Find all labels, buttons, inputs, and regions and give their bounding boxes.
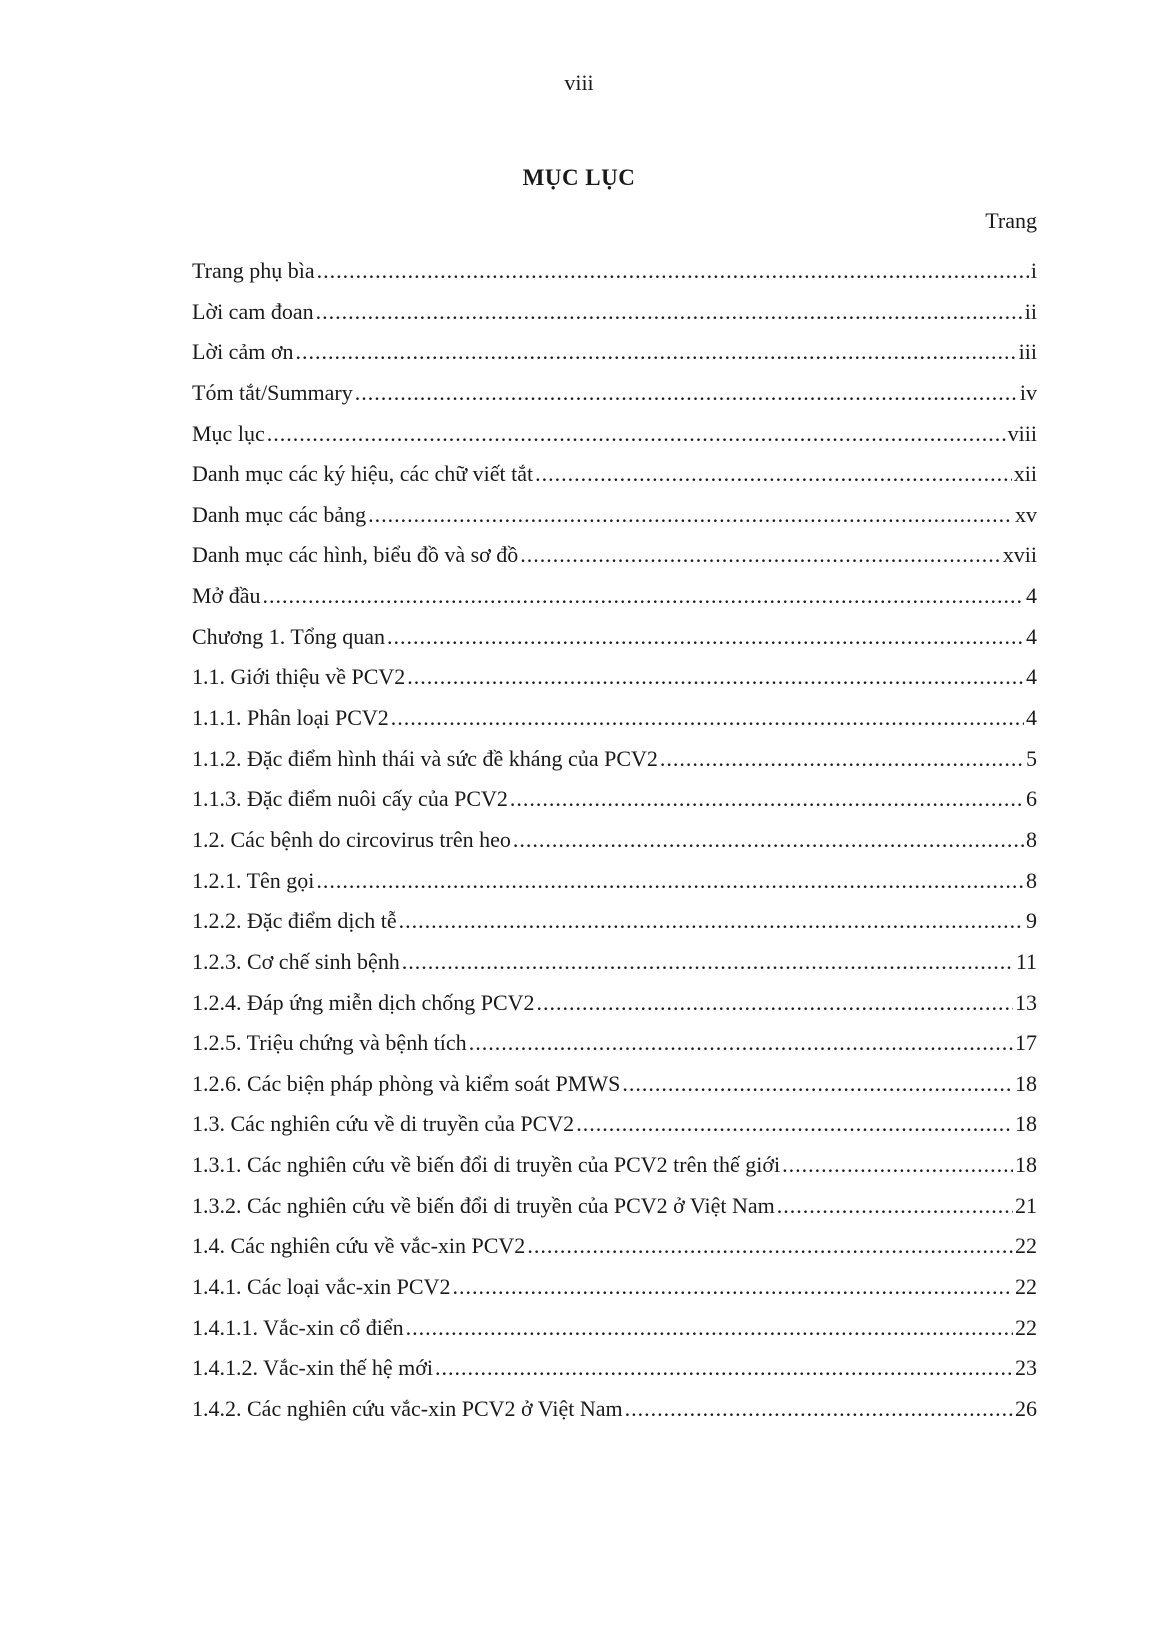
toc-dot-leader (452, 1275, 1013, 1299)
toc-entry[interactable] (192, 1112, 1037, 1153)
toc-dot-leader (510, 787, 1024, 811)
toc-entry-label: Danh mục các bảng (192, 501, 367, 527)
toc-dot-leader (399, 909, 1024, 933)
toc-dot-leader (527, 1234, 1013, 1258)
toc-dot-leader (576, 1112, 1013, 1136)
toc-dot-leader (622, 1072, 1013, 1096)
toc-entry-label: Trang phụ bìa (192, 258, 315, 283)
toc-dot-leader (469, 1031, 1013, 1055)
toc-dot-leader (391, 706, 1024, 730)
toc-entry[interactable] (192, 1397, 1037, 1438)
toc-entry-page: 6 (1026, 786, 1037, 812)
toc-entry[interactable] (192, 991, 1037, 1032)
toc-entry[interactable] (192, 381, 1037, 422)
toc-entry[interactable] (192, 543, 1037, 584)
toc-entry-page: 23 (1015, 1355, 1037, 1381)
toc-entry-label: Lời cam đoan (192, 298, 314, 324)
toc-entry-label: 1.4. Các nghiên cứu về vắc-xin PCV2 (192, 1233, 526, 1259)
toc-entry[interactable] (192, 422, 1037, 463)
toc-entry-label: Danh mục các hình, biểu đồ và sơ đồ (192, 542, 519, 568)
toc-dot-leader (295, 340, 1016, 364)
toc-entry-label: 1.1. Giới thiệu về PCV2 (192, 664, 406, 690)
toc-dot-leader (317, 259, 1029, 283)
toc-entry-page: 18 (1015, 1070, 1037, 1096)
toc-entry-page: 13 (1015, 989, 1037, 1015)
toc-entry[interactable] (192, 747, 1037, 788)
toc-entry[interactable] (192, 340, 1037, 381)
toc-entry-label: Danh mục các ký hiệu, các chữ viết tắt (192, 461, 534, 487)
toc-entry-page: iv (1019, 379, 1037, 405)
toc-entry-label: 1.3.2. Các nghiên cứu về biến đổi di truyền của PCV2 ở Việt Nam (192, 1192, 775, 1218)
toc-dot-leader (267, 422, 1006, 446)
toc-entry-label: 1.4.1.1. Vắc-xin cổ điển (192, 1314, 404, 1340)
toc-title: MỤC LỤC (522, 165, 636, 190)
toc-entry-page: 26 (1015, 1395, 1037, 1421)
toc-dot-leader (355, 381, 1018, 405)
toc-entry-label: 1.4.2. Các nghiên cứu vắc-xin PCV2 ở Việt Nam (192, 1395, 623, 1421)
toc-entry-page: 4 (1026, 664, 1037, 690)
toc-entry-label: 1.2.1. Tên gọi (192, 867, 315, 893)
toc-entry[interactable] (192, 787, 1037, 828)
toc-dot-leader (262, 584, 1024, 608)
toc-dot-leader (387, 625, 1024, 649)
toc-dot-leader (625, 1397, 1013, 1421)
toc-entry[interactable] (192, 1194, 1037, 1235)
toc-entry[interactable] (192, 1072, 1037, 1113)
toc-entry[interactable] (192, 665, 1037, 706)
toc-entry-page: 18 (1015, 1111, 1037, 1137)
toc-dot-leader (520, 543, 1000, 567)
toc-entry[interactable] (192, 259, 1037, 300)
toc-entry-page: 4 (1026, 583, 1037, 609)
toc-dot-leader (535, 462, 1012, 486)
toc-entry[interactable] (192, 503, 1037, 544)
toc-entry-page: i (1030, 258, 1037, 283)
toc-dot-leader (316, 300, 1023, 324)
toc-entry-label: 1.2. Các bệnh do circovirus trên heo (192, 826, 511, 852)
toc-entry-label: Lời cảm ơn (192, 339, 294, 365)
toc-entry-label: 1.2.2. Đặc điểm dịch tễ (192, 908, 397, 934)
toc-entry[interactable] (192, 625, 1037, 666)
toc-entry-page: 8 (1026, 867, 1037, 893)
toc-dot-leader (513, 828, 1024, 852)
toc-entry-page: 22 (1015, 1233, 1037, 1259)
toc-entry-label: Mục lục (192, 420, 265, 446)
toc-dot-leader (435, 1356, 1013, 1380)
toc-dot-leader (406, 1316, 1013, 1340)
toc-entry-page: ii (1024, 298, 1037, 324)
toc-entry-page: 9 (1026, 908, 1037, 934)
toc-dot-leader (402, 950, 1014, 974)
toc-entry[interactable] (192, 1234, 1037, 1275)
toc-entry[interactable] (192, 462, 1037, 503)
toc-entry-page: 8 (1026, 826, 1037, 852)
toc-entry-page: 4 (1026, 705, 1037, 731)
toc-entry[interactable] (192, 1316, 1037, 1357)
toc-entry-label: 1.3.1. Các nghiên cứu về biến đổi di truyền của PCV2 trên thế giới (192, 1152, 781, 1178)
toc-entry-label: 1.2.3. Cơ chế sinh bệnh (192, 948, 400, 974)
toc-entry-label: 1.4.1.2. Vắc-xin thế hệ mới (192, 1355, 433, 1381)
toc-entry-page: 18 (1015, 1152, 1037, 1178)
toc-dot-leader (407, 665, 1024, 689)
toc-entry-label: 1.2.5. Triệu chứng và bệnh tích (192, 1030, 467, 1056)
toc-entry-page: 11 (1015, 948, 1037, 974)
toc-entry-label: 1.2.6. Các biện pháp phòng và kiểm soát PMWS (192, 1070, 621, 1096)
toc-entry-page: 4 (1026, 623, 1037, 649)
toc-entry-label: 1.1.2. Đặc điểm hình thái và sức đề kháng của PCV2 (192, 745, 658, 771)
toc-entry[interactable] (192, 869, 1037, 910)
page-column-header: Trang (985, 208, 1037, 233)
page-number: viii (564, 70, 594, 95)
toc-entry[interactable] (192, 1031, 1037, 1072)
toc-entry-label: 1.2.4. Đáp ứng miễn dịch chống PCV2 (192, 989, 535, 1015)
toc-entry[interactable] (192, 1356, 1037, 1397)
toc-dot-leader (660, 747, 1024, 771)
toc-entry[interactable] (192, 584, 1037, 625)
toc-entry[interactable] (192, 1275, 1037, 1316)
toc-list (192, 259, 1037, 1438)
toc-entry-label: Tóm tắt/Summary (192, 379, 353, 405)
toc-entry[interactable] (192, 909, 1037, 950)
toc-entry-page: xv (1015, 501, 1037, 527)
toc-entry-label: Mở đầu (192, 583, 261, 609)
toc-entry-page: 21 (1015, 1192, 1037, 1218)
toc-entry-page: 22 (1015, 1314, 1037, 1340)
toc-entry[interactable] (192, 300, 1037, 341)
toc-entry[interactable] (192, 828, 1037, 869)
toc-entry[interactable] (192, 1153, 1037, 1194)
toc-entry-label: 1.1.3. Đặc điểm nuôi cấy của PCV2 (192, 786, 508, 812)
toc-entry-page: viii (1007, 420, 1037, 446)
toc-entry-page: xvii (1002, 542, 1037, 568)
toc-dot-leader (782, 1153, 1013, 1177)
toc-dot-leader (368, 503, 1013, 527)
toc-entry[interactable] (192, 950, 1037, 991)
toc-entry[interactable] (192, 706, 1037, 747)
toc-entry-page: xii (1013, 461, 1037, 487)
toc-entry-label: 1.3. Các nghiên cứu về di truyền của PCV2 (192, 1111, 575, 1137)
toc-entry-page: 5 (1026, 745, 1037, 771)
toc-dot-leader (537, 991, 1013, 1015)
toc-dot-leader (316, 869, 1024, 893)
toc-entry-label: 1.4.1. Các loại vắc-xin PCV2 (192, 1274, 451, 1300)
toc-dot-leader (777, 1194, 1013, 1218)
toc-entry-label: 1.1.1. Phân loại PCV2 (192, 705, 389, 731)
toc-entry-label: Chương 1. Tổng quan (192, 623, 386, 649)
toc-entry-page: iii (1018, 339, 1037, 365)
toc-entry-page: 22 (1015, 1274, 1037, 1300)
toc-entry-page: 17 (1015, 1030, 1037, 1056)
